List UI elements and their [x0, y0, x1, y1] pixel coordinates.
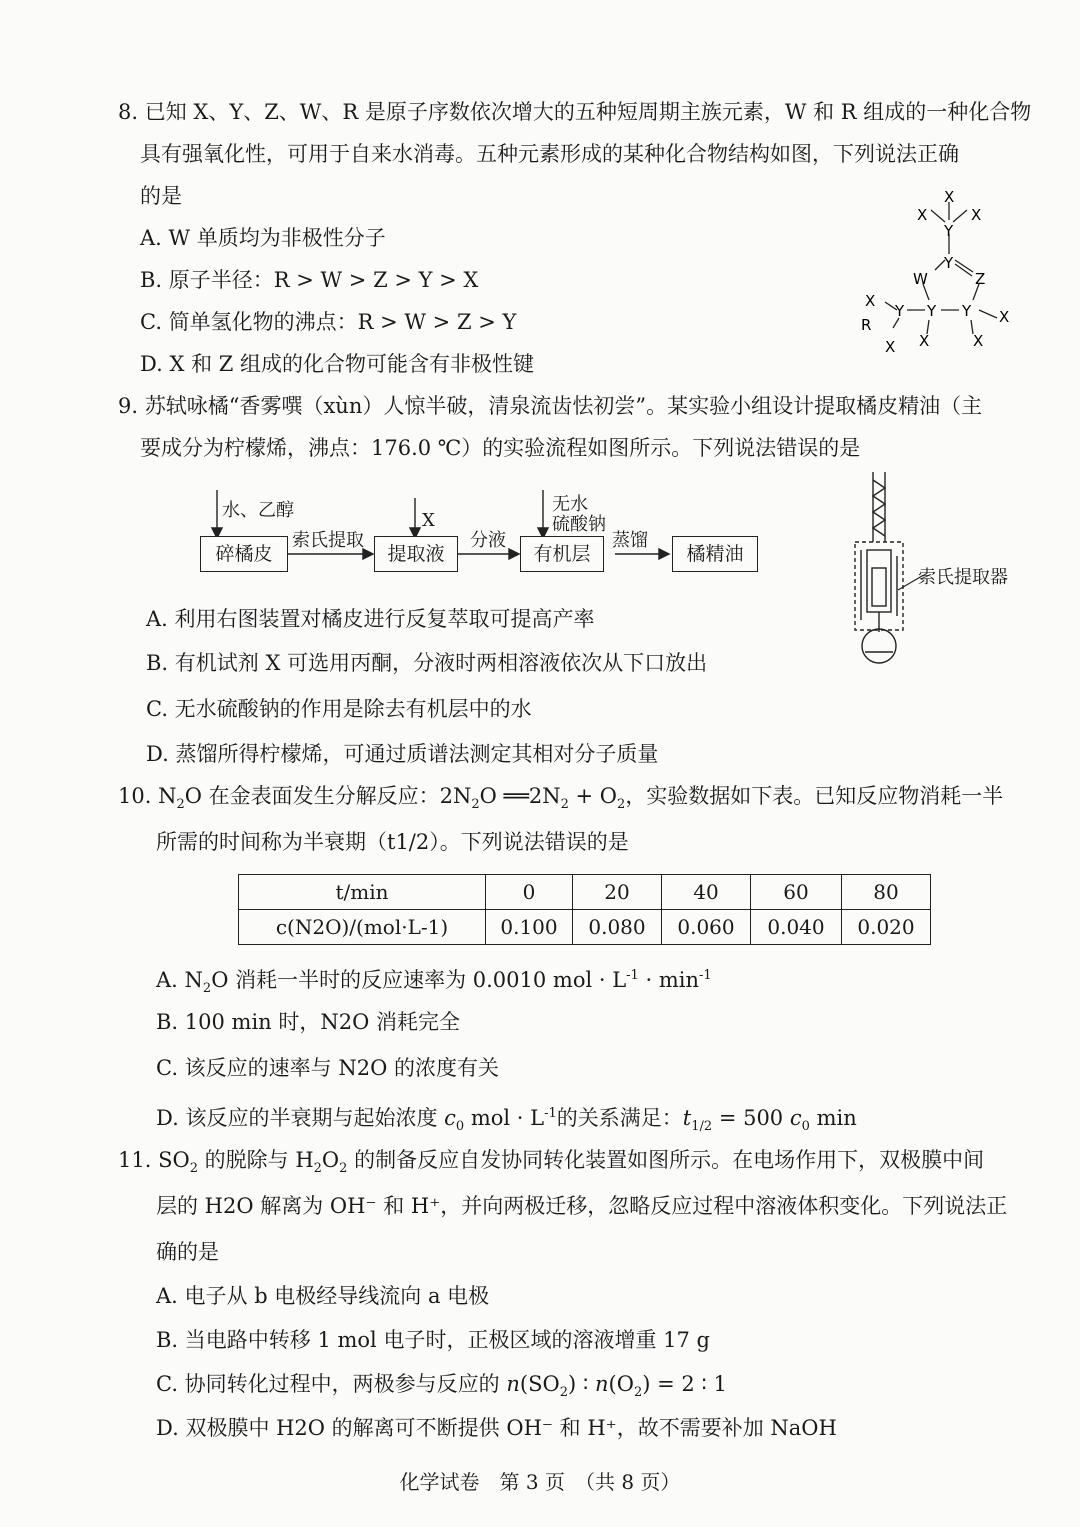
flow-box-orange-peel: 碎橘皮 — [200, 536, 288, 572]
apparatus-label: 索氏提取器 — [918, 567, 1008, 588]
q11-stem-line3: 确的是 — [156, 1240, 219, 1264]
q9-stem-line1: 9. 苏轼咏橘“香雾噀（xùn）人惊半破，清泉流齿怯初尝”。某实验小组设计提取橘皮精油（主 — [118, 394, 983, 418]
flow-box-extract: 提取液 — [374, 536, 458, 572]
q11-stem-line2: 层的 H2O 解离为 OH⁻ 和 H⁺，并向两极迁移，忽略反应过程中溶液体积变化。下列说法正 — [156, 1194, 1008, 1218]
table-cell: 0.080 — [573, 910, 662, 945]
table-cell: 0 — [486, 875, 573, 910]
q9-option-b: B. 有机试剂 X 可选用丙酮，分液时两相溶液依次从下口放出 — [146, 651, 708, 675]
q10-stem-line1: 10. $N_2O$ 在金表面发生分解反应：$2N_2O$ $══2N_2 + O_2$，实验数据如下表。已知反应物消耗一半 — [118, 784, 1004, 813]
q8-structure-diagram — [855, 188, 1025, 358]
atom-r: R — [861, 316, 872, 334]
q8-stem-line3: 的是 — [140, 184, 182, 208]
atom-x4: X — [865, 292, 876, 310]
q10-option-c: C. 该反应的速率与 N2O 的浓度有关 — [156, 1056, 499, 1080]
q9-option-a: A. 利用右图装置对橘皮进行反复萃取可提高产率 — [146, 607, 595, 631]
table-cell: 80 — [842, 875, 931, 910]
flow-reagent-x: X — [422, 510, 435, 531]
table-row-time — [239, 875, 931, 910]
atom-x5: X — [999, 308, 1010, 326]
q9-stem-line2: 要成分为柠檬烯，沸点：176.0 ℃）的实验流程如图所示。下列说法错误的是 — [140, 436, 861, 460]
atom-x7: X — [919, 332, 930, 350]
q8-option-d: D. X 和 Z 组成的化合物可能含有非极性键 — [140, 352, 535, 376]
table-cell: 0.060 — [662, 910, 751, 945]
q11-option-a: A. 电子从 b 电极经导线流向 a 电极 — [156, 1284, 490, 1308]
q8-option-b: B. 原子半径：R > W > Z > Y > X — [140, 268, 479, 292]
q10-data-table — [238, 874, 931, 945]
atom-y2: Y — [944, 254, 954, 272]
q10-stem-line2: 所需的时间称为半衰期（t1/2）。下列说法错误的是 — [156, 830, 629, 854]
page-footer: 化学试卷 第 3 页 （共 8 页） — [399, 1470, 681, 1494]
q8-stem-line2: 具有强氧化性，可用于自来水消毒。五种元素形成的某种化合物结构如图，下列说法正确 — [140, 142, 959, 166]
q11-stem-line1: 11. $SO_2$ 的脱除与 $H_2O_2$ 的制备反应自发协同转化装置如图所示。在电场作用下，双极膜中间 — [118, 1148, 985, 1177]
atom-x6: X — [885, 338, 896, 356]
q10-option-d: D. 该反应的半衰期与起始浓度 $c_0$ mol · $L^{-1}$的关系满足：$t_{1/2} = 500$ $c_0$ min — [156, 1106, 857, 1135]
soxhlet-apparatus-drawing — [845, 470, 915, 665]
atom-x8: X — [973, 332, 984, 350]
q10-option-a: A. $N_2O$ 消耗一半时的反应速率为 0.0010 mol · $L^{-1} \cdot \min^{-1}$ — [156, 968, 712, 997]
table-header-concentration: c(N2O)/(mol·L-1) — [239, 910, 486, 945]
table-cell: 0.040 — [751, 910, 842, 945]
q9-option-d: D. 蒸馏所得柠檬烯，可通过质谱法测定其相对分子质量 — [146, 742, 659, 766]
q11-option-d: D. 双极膜中 H2O 的解离可不断提供 OH⁻ 和 H⁺，故不需要补加 NaOH — [156, 1416, 837, 1440]
flow-reagent-anhydrous: 无水 — [552, 494, 588, 515]
q11-option-c: C. 协同转化过程中，两极参与反应的 $n(SO_2)$ ∶ $n(O_2) = 2$ ∶ 1 — [156, 1372, 727, 1401]
flow-step-distill: 蒸馏 — [612, 530, 648, 551]
atom-z: Z — [975, 270, 986, 288]
atom-w: W — [913, 270, 928, 288]
atom-x2: X — [917, 206, 928, 224]
table-row-concentration — [239, 910, 931, 945]
atom-y4: Y — [927, 302, 937, 320]
flow-box-organic-layer: 有机层 — [520, 536, 604, 572]
q11-option-b: B. 当电路中转移 1 mol 电子时，正极区域的溶液增重 17 g — [156, 1328, 710, 1352]
table-cell: 40 — [662, 875, 751, 910]
table-cell: 0.100 — [486, 910, 573, 945]
q8-stem-line1: 8. 已知 X、Y、Z、W、R 是原子序数依次增大的五种短周期主族元素，W 和 R 组成的一种化合物 — [118, 100, 1032, 124]
table-header-time: t/min — [239, 875, 486, 910]
atom-y5: Y — [962, 302, 972, 320]
table-cell: 0.020 — [842, 910, 931, 945]
table-cell: 20 — [573, 875, 662, 910]
flow-step-separate: 分液 — [470, 530, 506, 551]
atom-x1: X — [944, 188, 955, 206]
flow-box-essential-oil: 橘精油 — [672, 536, 758, 572]
table-cell: 60 — [751, 875, 842, 910]
atom-x3: X — [971, 206, 982, 224]
q9-option-c: C. 无水硫酸钠的作用是除去有机层中的水 — [146, 697, 532, 721]
flow-reagent-sodium-sulfate: 硫酸钠 — [552, 514, 606, 535]
flow-reagent-water-ethanol: 水、乙醇 — [222, 500, 294, 521]
q10-option-b: B. 100 min 时，N2O 消耗完全 — [156, 1010, 460, 1034]
atom-y1: Y — [944, 222, 954, 240]
q8-option-a: A. W 单质均为非极性分子 — [140, 226, 386, 250]
flow-step-soxhlet: 索氏提取 — [292, 530, 364, 551]
q8-option-c: C. 简单氢化物的沸点：R > W > Z > Y — [140, 310, 517, 334]
atom-y3: Y — [895, 302, 905, 320]
